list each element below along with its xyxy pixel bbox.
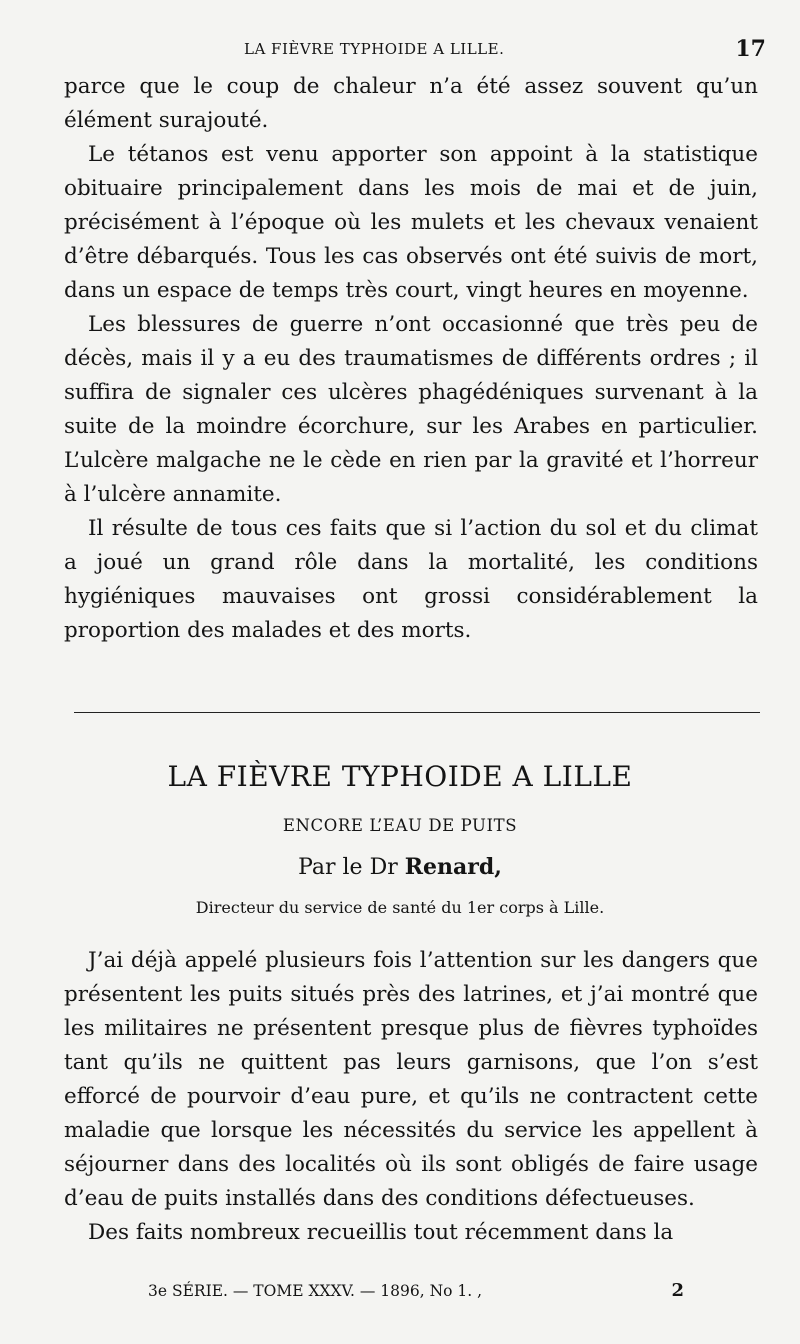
page-footer: [0, 1282, 800, 1312]
article-body: [64, 944, 758, 1250]
section-divider: [74, 712, 760, 713]
paragraph: Il résulte de tous ces faits que si l’action du sol et du climat a joué un grand rôle dans la mortalité, les conditions hygiéniques mauvaises ont grossi considérablement la proportion des malades et des morts.: [64, 516, 758, 643]
page-number: 17: [735, 36, 766, 62]
author-name: Renard,: [404, 854, 502, 880]
article-title: LA FIÈVRE TYPHOIDE A LILLE: [167, 760, 633, 793]
continuation-text: [64, 70, 758, 648]
footer-series: 3e SÉRIE. — TOME XXXV. — 1896, No 1. ,: [148, 1282, 483, 1300]
running-title: LA FIÈVRE TYPHOIDE A LILLE.: [244, 40, 505, 58]
paragraph: parce que le coup de chaleur n’a été assez souvent qu’un élément surajouté.: [64, 74, 758, 133]
paragraph: Le tétanos est venu apporter son appoint à la statistique obituaire principalement dans les mois de mai et de juin, précisément à l’époque où les mulets et les chevaux venaient d’être débarqués. Tous les cas observés ont été suivis de mort, dans un espace de temps très court, vingt heures en moyenne.: [64, 142, 758, 303]
author-affiliation: Directeur du service de santé du 1er corps à Lille.: [195, 898, 605, 917]
article-subtitle: ENCORE L’EAU DE PUITS: [282, 816, 518, 835]
running-head: [0, 36, 800, 60]
author-prefix: Par le Dr: [298, 855, 398, 880]
paragraph: J’ai déjà appelé plusieurs fois l’attention sur les dangers que présentent les puits situés près des latrines, et j’ai montré que les militaires ne présentent presque plus de fièvres typhoïdes tant qu’ils ne quittent pas leurs garnisons, que l’on s’est efforcé de pourvoir d’eau pure, et qu’ils ne contractent cette maladie que lorsque les nécessités du service les appellent à séjourner dans des localités où ils sont obligés de faire usage d’eau de puits installés dans des conditions défectueuses.: [64, 948, 758, 1211]
paragraph: Les blessures de guerre n’ont occasionné que très peu de décès, mais il y a eu des traumatismes de différents ordres ; il suffira de signaler ces ulcères phagédéniques survenant à la suite de la moindre écorchure, sur les Arabes en particulier. L’ulcère malgache ne le cède en rien par la gravité et l’horreur à l’ulcère annamite.: [64, 312, 758, 507]
paragraph: Des faits nombreux recueillis tout récemment dans la: [88, 1220, 674, 1245]
footer-sheet-number: 2: [671, 1280, 684, 1301]
article-author: [0, 854, 800, 880]
